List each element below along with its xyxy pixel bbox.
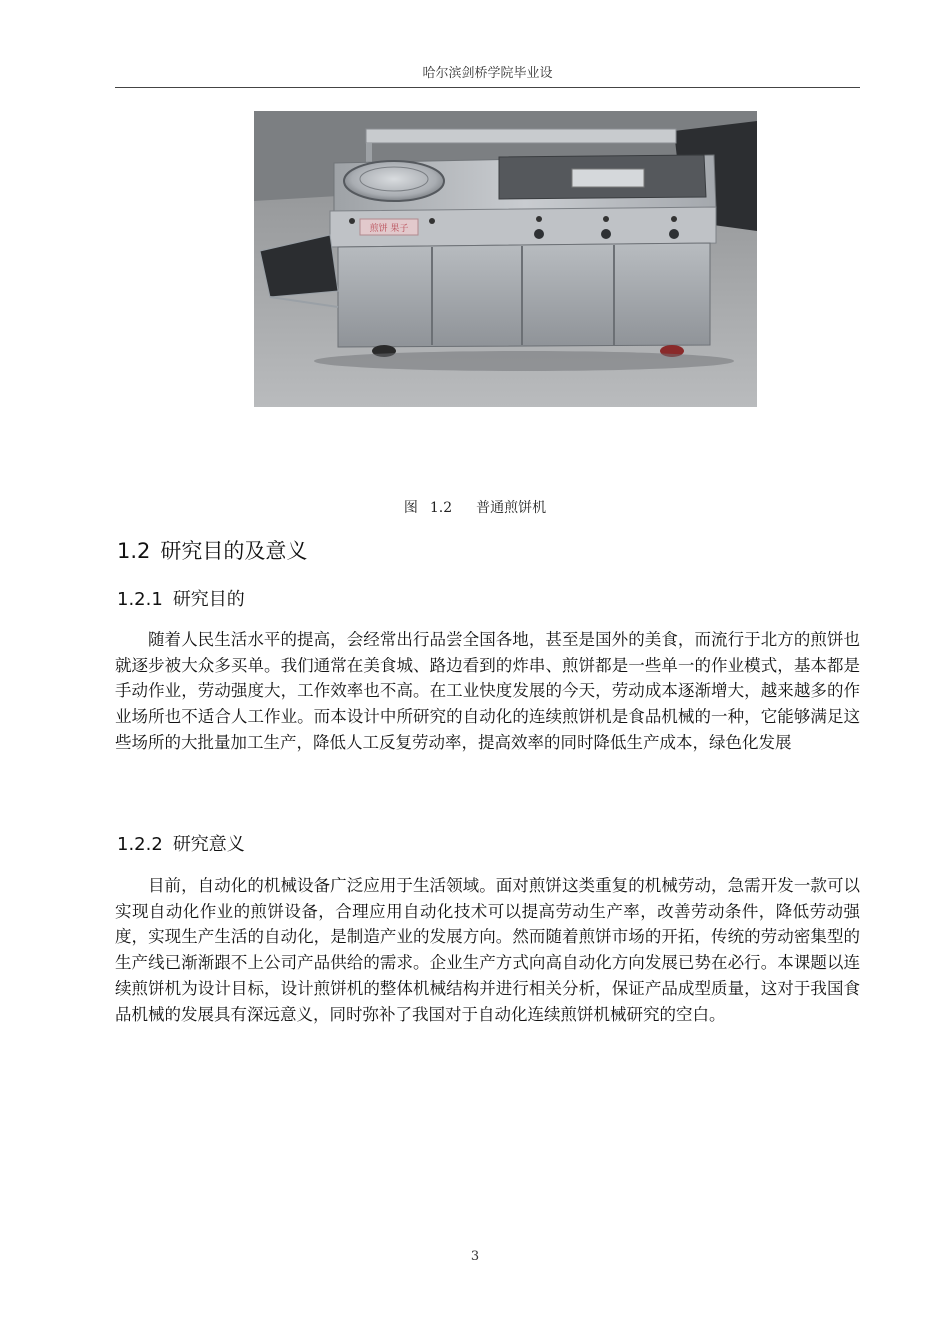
subsection-title-2: 研究意义 [172, 834, 245, 855]
subsection-heading-1 [117, 585, 245, 611]
section-title: 研究目的及意义 [160, 539, 308, 563]
subsection-heading-2 [117, 830, 245, 856]
header-rule [115, 87, 860, 88]
figure-label: 图 [403, 500, 418, 516]
section-heading [117, 535, 307, 565]
plate-label: 煎饼 果子 [369, 224, 409, 234]
figure-caption-text: 普通煎饼机 [476, 500, 547, 516]
subsection-title-1: 研究目的 [172, 589, 245, 610]
paragraph-research-purpose: 随着人民生活水平的提高，会经常出行品尝全国各地，甚至是国外的美食，而流行于北方的煎饼也就逐步被大众多买单。我们通常在美食城、路边看到的炸串、煎饼都是一些单一的作业模式，基本都是手动作业，劳动强度大，工作效率也不高。在工业快度发展的今天，劳动成本逐渐增大，越来越多的作业场所也不适合人工作业。而本设计中所研究的自动化的连续煎饼机是食品机械的一种，它能够满足这些场所的大批量加工生产，降低人工反复劳动率，提高效率的同时降低生产成本，绿色化发展 [115, 630, 860, 752]
section-number: 1.2 [117, 539, 151, 563]
figure-photo-pancake-machine [254, 111, 757, 407]
figure-number: 1.2 [429, 500, 453, 516]
subsection-number-2: 1.2.2 [117, 834, 163, 855]
page-header: 哈尔滨剑桥学院毕业设 [422, 66, 553, 81]
figure-caption [0, 497, 950, 517]
page-number: 3 [470, 1249, 480, 1264]
paragraph-research-significance: 目前，自动化的机械设备广泛应用于生活领域。面对煎饼这类重复的机械劳动，急需开发一款可以实现自动化作业的煎饼设备，合理应用自动化技术可以提高劳动生产率，改善劳动条件，降低劳动强度，实现生产生活的自动化，是制造产业的发展方向。然而随着煎饼市场的开拓，传统的劳动密集型的生产线已渐渐跟不上公司产品供给的需求。企业生产方式向高自动化方向发展已势在必行。本课题以连续煎饼机为设计目标，设计煎饼机的整体机械结构并进行相关分析，保证产品成型质量，这对于我国食品机械的发展具有深远意义，同时弥补了我国对于自动化连续煎饼机械研究的空白。 [115, 876, 860, 1024]
subsection-number-1: 1.2.1 [117, 589, 163, 610]
